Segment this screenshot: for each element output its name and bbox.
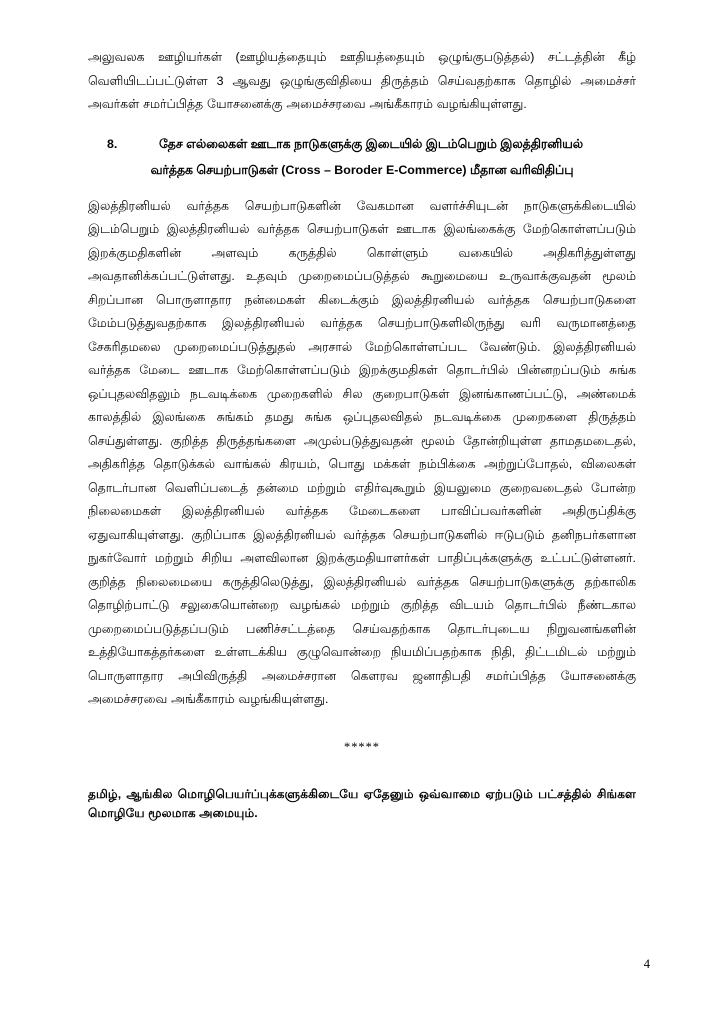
heading-line1-text: தேச எல்லைகள் ஊடாக நாடுகளுக்கு இடையில் இடம்பெறும் இலத்திரனியல் bbox=[159, 136, 583, 151]
heading-first-line bbox=[88, 131, 636, 157]
page-number: 4 bbox=[643, 957, 650, 971]
body-paragraph: இலத்திரனியல் வர்த்தக செயற்பாடுகளின் வேகமான வளர்ச்சியுடன் நாடுகளுக்கிடையில் இடம்பெறும் இலத்திரனியல் வர்த்தக செயற்பாடுகள் ஊடாக இலங்கைக்கு மேற்கொள்ளப்படும் இறக்குமதிகளின் அளவும் கருத்தில் கொள்ளும் வகையில் அதிகரித்துள்ளது அவதானிக்கப்பட்டுள்ளது. உதவும் முறைமைப்படுத்தல் கூறுமையை உருவாக்குவதன் மூலம் சிறப்பான பொருளாதார நன்மைகள் கிடைக்கும் இலத்திரனியல் வர்த்தக செயற்பாடுகளை மேம்படுத்துவதற்காக இலத்திரனியல் வர்த்தக செயற்பாடுகளிலிருந்து வரி வருமானத்தை சேகரிதமலை முறைமைப்படுத்துதல் அரசால் மேற்கொள்ளப்பட வேண்டும். இலத்திரனியல் வர்த்தக மேடை ஊடாக மேற்கொள்ளப்படும் இறக்குமதிகள் தொடர்பில் பின்னறப்படும் சுங்க ஒப்புதலவிதலும் நடவடிக்கை முறைகளில் சில குறைபாடுகள் இனங்காணப்பட்டு, அண்மைக் காலத்தில் இலங்கை சுங்கம் தமது சுங்க ஒப்புதலவிதல் நடவடிக்கை முறைகளை திருத்தம் செய்துள்ளது. குறித்த திருத்தங்களை அமுல்படுத்துவதன் மூலம் தோன்றியுள்ள தாமதமடைதல், அதிகரித்த தொடுக்கல் வாங்கல் கிரயம், பொது மக்கள் நம்பிக்கை அற்றுப்போதல், விலைகள் தொடர்பான வெளிப்படைத் தன்மை மற்றும் எதிர்வுகூறும் இயலுமை குறைவடைதல் போன்ற நிலைமைகள் இலத்திரனியல் வர்த்தக மேடைகளை பாவிப்பவர்களின் அதிருப்திக்கு ஏதுவாகியுள்ளது. குறிப்பாக இலத்திரனியல் வர்த்தக செயற்பாடுகளில் ஈடுபடும் தனிநபர்களான நுகர்வோர் மற்றும் சிறிய அளவிலான இறக்குமதியாளர்கள் பாதிப்புக்களுக்கு உட்பட்டுள்ளனர். குறித்த நிலைமையை கருத்திலெடுத்து, இலத்திரனியல் வர்த்தக செயற்பாடுகளுக்கு தற்காலிக தொழிற்பாட்டு சலுகையொன்றை வழங்கல் மற்றும் குறித்த விடயம் தொடர்பில் நீண்டகால முறைமைப்படுத்தப்படும் பணிச்சட்டத்தை செய்வதற்காக தொடர்புடைய நிறுவனங்களின் உத்தியோகத்தர்களை உள்ளடக்கிய குழுவொன்றை நியமிப்பதற்காக நிதி, திட்டமிடல் மற்றும் பொருளாதார அபிவிருத்தி அமைச்சரான கௌரவ ஜனாதிபதி சமர்ப்பித்த யோசனைக்கு அமைச்சரவை அங்கீகாரம் வழங்கியுள்ளது. bbox=[88, 198, 636, 706]
footer-note: தமிழ், ஆங்கில மொழிபெயர்ப்புக்களுக்கிடையே ஏதேனும் ஒவ்வாமை ஏற்படும் பட்சத்தில் சிங்கள மொழியே மூலமாக அமையும். bbox=[88, 786, 636, 820]
heading-second-line: வர்த்தக செயற்பாடுகள் (Cross – Boroder E-Commerce) மீதான வரிவிதிப்பு bbox=[150, 162, 574, 177]
section-number: 8. bbox=[107, 136, 118, 151]
section-separator: ***** bbox=[344, 739, 380, 754]
paragraph-top: அலுவலக ஊழியர்கள் (ஊழியத்தையும் ஊதியத்தையும் ஒழுங்குபடுத்தல்) சட்டத்தின் கீழ் வெளியிடப்பட்டுள்ள 3 ஆவது ஒழுங்குவிதியை திருத்தம் செய்வதற்காக தொழில் அமைச்சர் அவர்கள் சமர்ப்பித்த யோசனைக்கு அமைச்சரவை அங்கீகாரம் வழங்கியுள்ளது. bbox=[88, 50, 636, 111]
page-content bbox=[88, 46, 636, 823]
section-heading bbox=[88, 131, 636, 183]
